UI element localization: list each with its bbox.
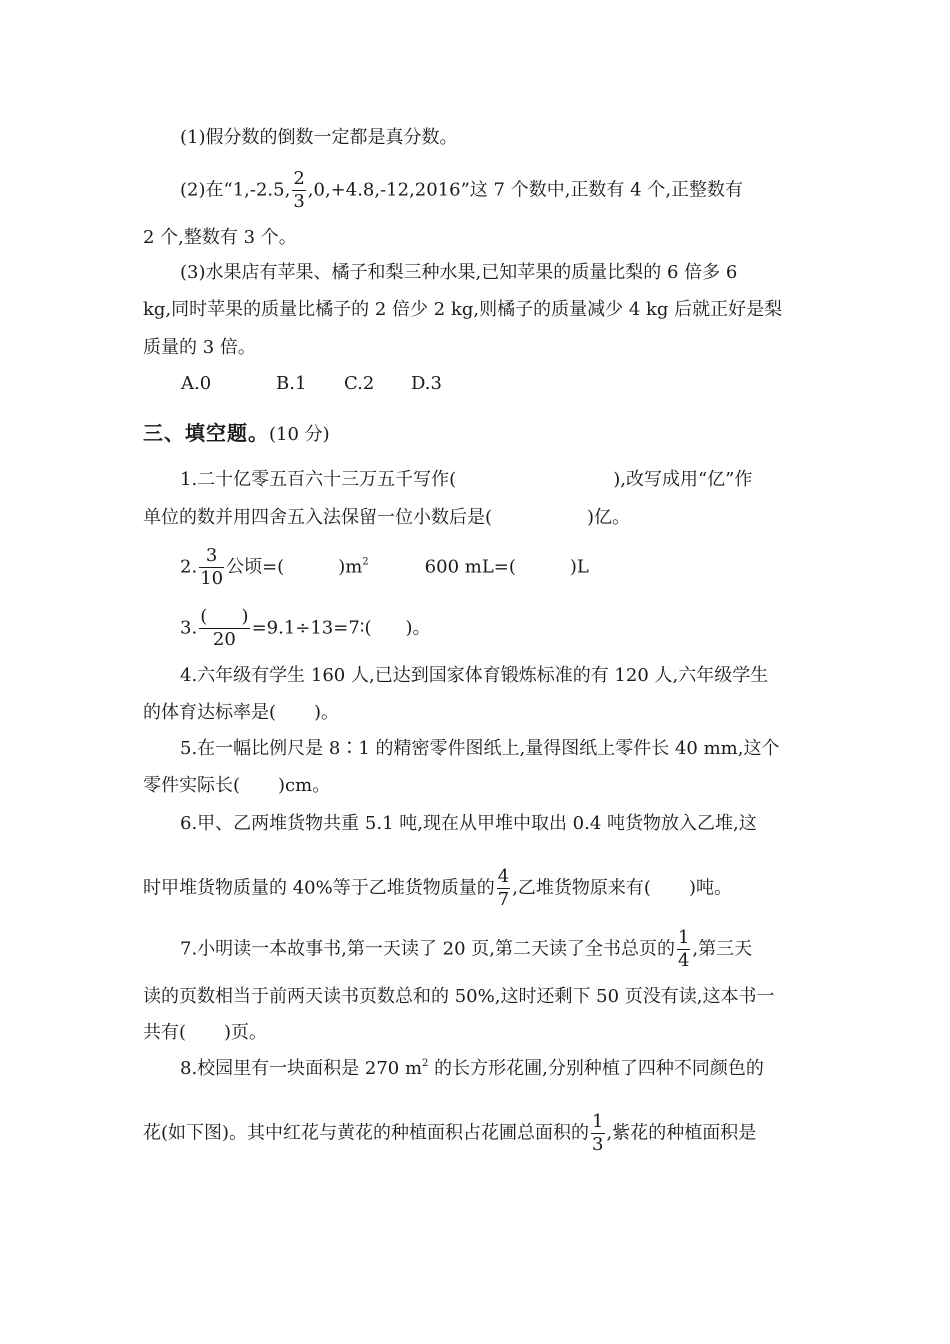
text-segment: 零件实际长( xyxy=(143,775,241,796)
fraction xyxy=(199,547,224,588)
section-title: 三、填空题。 xyxy=(143,421,269,445)
text-segment: 7.小明读一本故事书,第一天读了 20 页,第二天读了全书总页的 xyxy=(180,938,675,960)
question-1 xyxy=(180,468,752,492)
question-5-cont xyxy=(143,774,330,798)
text-segment: )cm。 xyxy=(278,775,331,796)
text-segment: )m xyxy=(338,556,363,578)
question-1-cont xyxy=(143,506,630,530)
text-segment: 单位的数并用四舍五入法保留一位小数后是( xyxy=(143,507,493,528)
section-score: (10 分) xyxy=(269,424,330,445)
text-segment: 1.二十亿零五百六十三万五千写作( xyxy=(180,469,457,490)
option-a: A.0 xyxy=(181,373,212,394)
fraction-numerator: 1 xyxy=(677,927,690,948)
text-segment: 时甲堆货物质量的 40%等于乙堆货物质量的 xyxy=(143,877,495,899)
text-segment: 600 mL=( xyxy=(424,556,516,578)
fraction-numerator: 4 xyxy=(497,866,510,887)
fraction-denominator: 20 xyxy=(212,629,236,650)
text-segment: )。 xyxy=(405,617,431,639)
question-3 xyxy=(180,608,431,649)
text-segment: )页。 xyxy=(224,1022,268,1043)
judgement-item-3-cont: kg,同时苹果的质量比橘子的 2 倍少 2 kg,则橘子的质量减少 4 kg 后就正好是梨 xyxy=(143,299,783,320)
text-segment: )亿。 xyxy=(587,507,631,528)
question-7-cont: 读的页数相当于前两天读书页数总和的 50%,这时还剩下 50 页没有读,这本书一 xyxy=(143,986,775,1007)
question-7 xyxy=(180,929,752,970)
text-segment: 公顷=( xyxy=(226,556,285,578)
option-b: B.1 xyxy=(276,373,307,394)
section-heading xyxy=(143,420,330,448)
text-segment: ,第三天 xyxy=(692,938,753,960)
fraction xyxy=(497,868,510,909)
text-segment: 花(如下图)。其中红花与黄花的种植面积占花圃总面积的 xyxy=(143,1122,590,1144)
fraction-denominator: 4 xyxy=(677,950,690,971)
text-segment: )L xyxy=(569,556,589,578)
text-segment: ,乙堆货物原来有( xyxy=(512,877,651,899)
fraction-denominator: 3 xyxy=(293,191,305,212)
question-6-cont xyxy=(143,868,732,909)
fraction xyxy=(292,170,305,211)
question-4: 4.六年级有学生 160 人,已达到国家体育锻炼标准的有 120 人,六年级学生 xyxy=(180,665,769,686)
text-segment: 2. xyxy=(180,556,198,578)
text-segment: )。 xyxy=(314,702,340,723)
text-segment: 共有( xyxy=(143,1022,187,1043)
judgement-item-3-cont2: 质量的 3 倍。 xyxy=(143,337,256,358)
fraction-denominator: 7 xyxy=(497,889,510,910)
judgement-item-2 xyxy=(180,170,743,211)
question-8 xyxy=(180,1057,764,1081)
fraction-denominator: 3 xyxy=(592,1134,604,1155)
text-segment: ,0,+4.8,-12,2016”这 7 个数中,正数有 4 个,正整数有 xyxy=(307,179,744,201)
fraction xyxy=(677,929,690,970)
fraction-denominator: 10 xyxy=(200,568,224,589)
text-segment: 的长方形花圃,分别种植了四种不同颜色的 xyxy=(428,1058,764,1079)
text-segment: 的体育达标率是( xyxy=(143,702,277,723)
judgement-item-3: (3)水果店有苹果、橘子和梨三种水果,已知苹果的质量比梨的 6 倍多 6 xyxy=(180,262,738,283)
text-segment: 3. xyxy=(180,617,198,639)
fraction-numerator: 3 xyxy=(199,547,224,568)
superscript: 2 xyxy=(422,1058,429,1069)
question-2 xyxy=(180,547,589,588)
question-8-cont xyxy=(143,1113,756,1154)
question-4-cont xyxy=(143,701,339,725)
option-d: D.3 xyxy=(411,373,442,394)
fraction xyxy=(591,1113,604,1154)
text-segment: ,紫花的种植面积是 xyxy=(606,1122,757,1144)
text-segment: ),改写成用“亿”作 xyxy=(613,469,753,490)
fraction-numerator: 2 xyxy=(293,168,305,189)
text-segment: )吨。 xyxy=(688,877,732,899)
text-segment: (2)在“1,-2.5, xyxy=(180,179,291,201)
text-segment: =9.1÷13=7∶( xyxy=(251,617,372,639)
superscript: 2 xyxy=(362,556,369,568)
question-5: 5.在一幅比例尺是 8∶1 的精密零件图纸上,量得图纸上零件长 40 mm,这个 xyxy=(180,738,780,759)
option-c: C.2 xyxy=(344,373,375,394)
fraction-numerator: ( ) xyxy=(200,606,249,627)
question-6: 6.甲、乙两堆货物共重 5.1 吨,现在从甲堆中取出 0.4 吨货物放入乙堆,这 xyxy=(180,813,757,834)
fraction-numerator: 1 xyxy=(592,1111,604,1132)
judgement-item-2-cont: 2 个,整数有 3 个。 xyxy=(143,227,297,248)
text-segment: 8.校园里有一块面积是 270 m xyxy=(180,1058,423,1079)
fraction xyxy=(199,608,249,649)
judgement-item-1: (1)假分数的倒数一定都是真分数。 xyxy=(180,127,458,148)
question-7-cont2 xyxy=(143,1021,267,1045)
